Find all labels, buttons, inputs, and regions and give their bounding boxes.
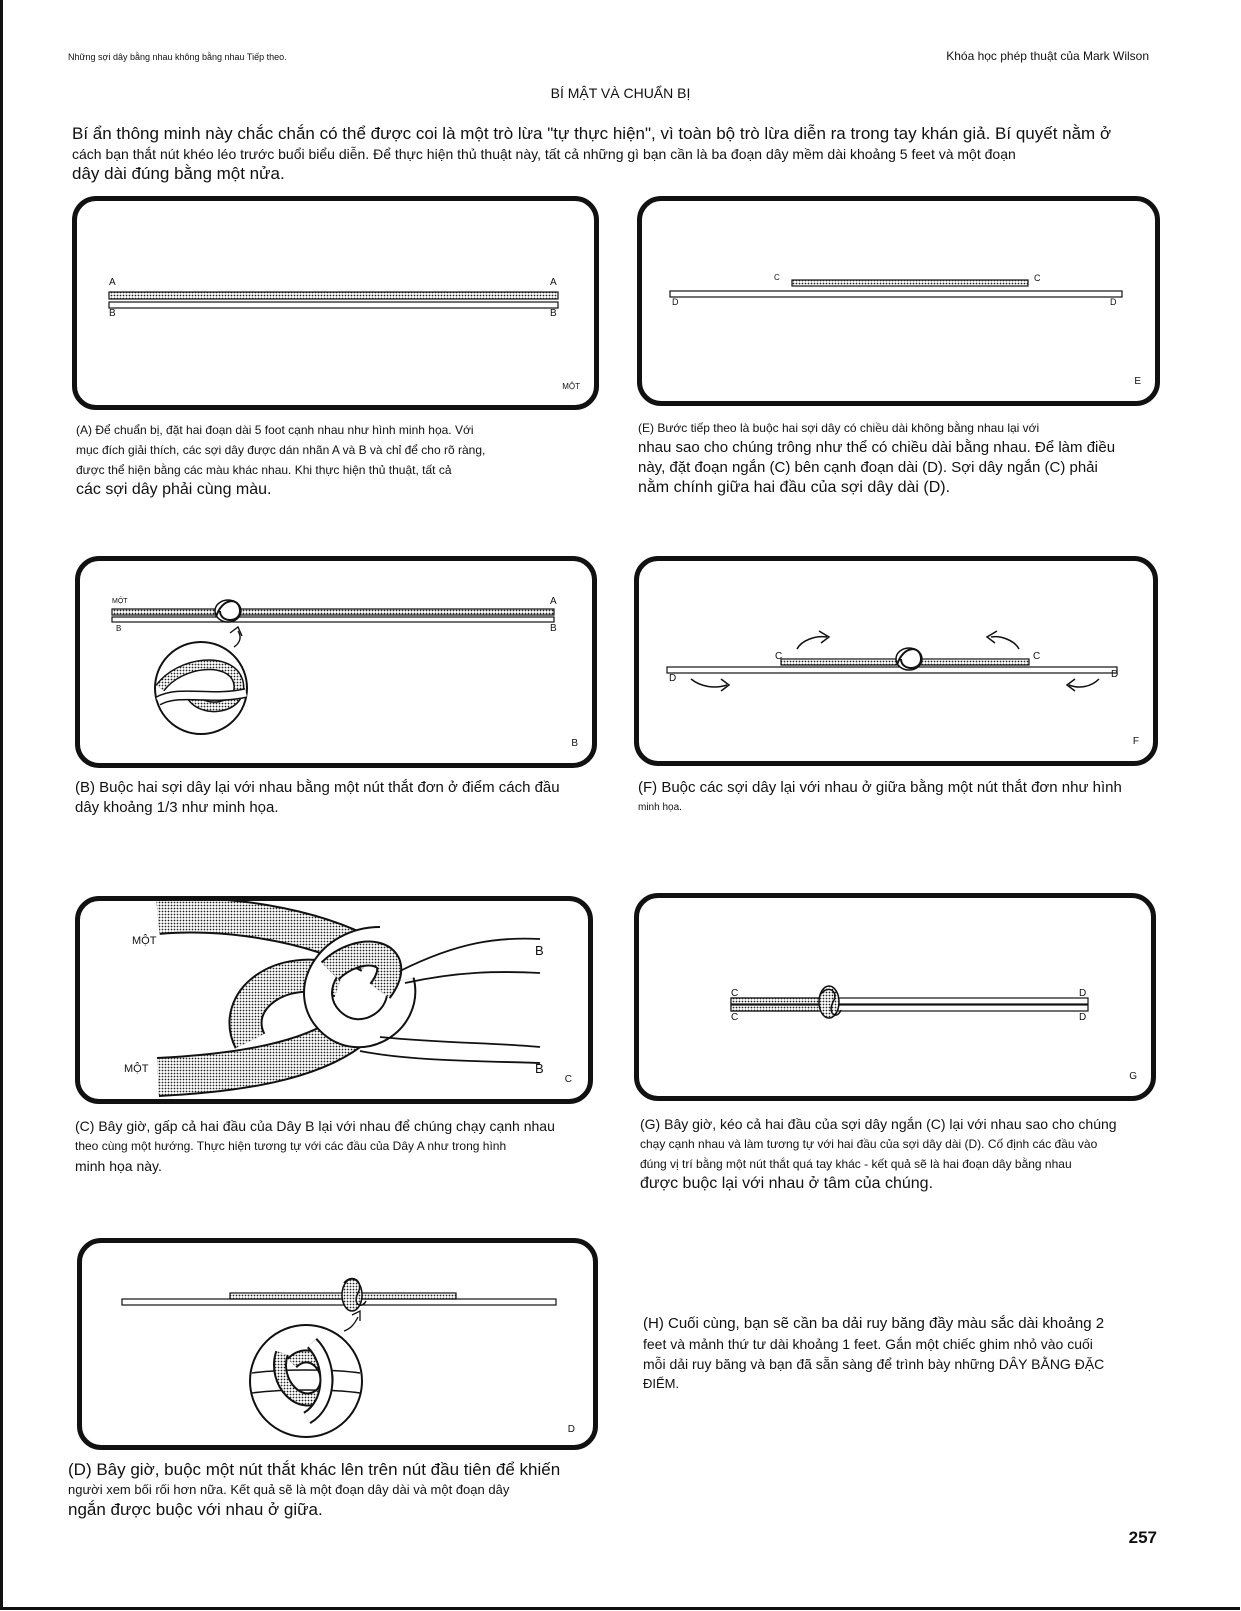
rope-label: D: [1110, 297, 1117, 307]
rope-label: C: [731, 1012, 739, 1023]
second-knot-illustration: [82, 1243, 593, 1445]
caption-line: mỗi dải ruy băng và bạn đã sẵn sàng để trình bày những DÂY BẰNG ĐẶC: [643, 1356, 1105, 1372]
page-title: BÍ MẬT VÀ CHUẨN BỊ: [550, 85, 691, 101]
caption-d: [68, 1460, 588, 1520]
rope-label: A: [550, 277, 557, 288]
caption-line: nằm chính giữa hai đầu của sợi dây dài (D).: [638, 479, 951, 496]
equal-ropes-illustration: [639, 898, 1151, 1096]
center-knot-illustration: [639, 561, 1153, 761]
rope-label: B: [550, 308, 557, 319]
illustration-panel-e: [637, 196, 1160, 406]
caption-line: ngắn được buộc với nhau ở giữa.: [68, 1500, 323, 1519]
caption-line: ĐIỂM.: [643, 1376, 680, 1391]
caption-line: feet và mảnh thứ tư dài khoảng 1 feet. Gắn một chiếc ghim nhỏ vào cuối: [643, 1336, 1093, 1352]
caption-line: này, đặt đoạn ngắn (C) bên cạnh đoạn dài (D). Sợi dây ngắn (C) phải: [638, 459, 1098, 476]
caption-line: được thể hiện bằng các màu khác nhau. Khi thực hiện thủ thuật, tất cả: [76, 463, 452, 477]
panel-letter: C: [564, 1074, 572, 1085]
rope-label: B: [109, 308, 116, 319]
caption-line: (G) Bây giờ, kéo cả hai đầu của sợi dây ngắn (C) lại với nhau sao cho chúng: [640, 1116, 1117, 1132]
intro-paragraph: [72, 124, 1182, 184]
folded-ropes-closeup: [80, 901, 588, 1099]
rope-label: D: [1111, 669, 1119, 680]
two-ropes-illustration: [77, 201, 594, 405]
rope-label: MỘT: [132, 935, 157, 947]
caption-c: [75, 1116, 595, 1176]
panel-letter: E: [1134, 376, 1141, 387]
caption-line: đúng vị trí bằng một nút thắt quá tay khác - kết quả sẽ là hai đoạn dây bằng nhau: [640, 1157, 1072, 1171]
panel-letter: MỘT: [562, 382, 580, 391]
caption-line: được buộc lại với nhau ở tâm của chúng.: [640, 1175, 934, 1192]
caption-line: minh họa.: [638, 802, 682, 813]
illustration-panel-b: [75, 556, 597, 768]
caption-line: minh họa này.: [75, 1158, 162, 1174]
rope-label: D: [1079, 1012, 1087, 1023]
header-left: Những sợi dây bằng nhau không bằng nhau Tiếp theo.: [68, 52, 287, 62]
rope-label: MỘT: [112, 598, 128, 605]
page-number: 257: [1128, 1528, 1157, 1547]
rope-label: C: [731, 988, 739, 999]
first-knot-illustration: [80, 561, 592, 763]
rope-label: C: [1034, 273, 1041, 283]
rope-label: A: [550, 596, 557, 607]
caption-line: (C) Bây giờ, gấp cả hai đầu của Dây B lại với nhau để chúng chạy cạnh nhau: [75, 1118, 555, 1134]
rope-label: D: [669, 673, 677, 684]
caption-a: [76, 420, 596, 500]
caption-f: [638, 778, 1158, 818]
caption-line: mục đích giải thích, các sợi dây được dán nhãn A và B và chỉ để cho rõ ràng,: [76, 443, 486, 457]
caption-line: theo cùng một hướng. Thực hiện tương tự với các đầu của Dây A như trong hình: [75, 1139, 507, 1153]
illustration-panel-f: [634, 556, 1158, 766]
intro-line: dây dài đúng bằng một nửa.: [72, 164, 285, 183]
rope-label: A: [109, 277, 116, 288]
caption-line: các sợi dây phải cùng màu.: [76, 481, 272, 498]
panel-letter: D: [567, 1424, 575, 1435]
rope-label: MỘT: [124, 1063, 149, 1075]
caption-e: [638, 418, 1158, 498]
rope-label: D: [672, 297, 679, 307]
illustration-panel-a: [72, 196, 599, 410]
rope-label: C: [775, 651, 783, 662]
short-long-ropes-illustration: [642, 201, 1155, 401]
caption-line: (H) Cuối cùng, bạn sẽ cần ba dải ruy băng đầy màu sắc dài khoảng 2: [643, 1315, 1105, 1332]
caption-line: nhau sao cho chúng trông như thể có chiều dài bằng nhau. Để làm điều: [638, 439, 1116, 456]
rope-label: B: [550, 623, 557, 634]
header-right: Khóa học phép thuật của Mark Wilson: [946, 49, 1149, 63]
rope-label: D: [1079, 988, 1087, 999]
rope-label: C: [774, 273, 780, 282]
caption-h: [643, 1314, 1183, 1394]
rope-label: B: [535, 1061, 544, 1076]
caption-line: (E) Bước tiếp theo là buộc hai sợi dây có chiều dài không bằng nhau lại với: [638, 421, 1040, 435]
caption-line: dây khoảng 1/3 như minh họa.: [75, 799, 279, 816]
intro-line: Bí ẩn thông minh này chắc chắn có thể được coi là một trò lừa "tự thực hiện", vì toàn bộ trò lừa diễn ra trong tay khán giả. Bí quyết nằm ở: [72, 124, 1112, 143]
intro-line: cách bạn thắt nút khéo léo trước buổi biểu diễn. Để thực hiện thủ thuật này, tất cả những gì bạn cần là ba đoạn dây mềm dài khoảng 5 feet và một đoạn: [72, 146, 1016, 162]
caption-g: [640, 1114, 1160, 1194]
caption-line: (A) Để chuẩn bị, đặt hai đoạn dài 5 foot cạnh nhau như hình minh họa. Với: [76, 423, 474, 437]
rope-label: C: [1033, 651, 1041, 662]
caption-line: (D) Bây giờ, buộc một nút thắt khác lên trên nút đầu tiên để khiến: [68, 1460, 561, 1479]
rope-label: B: [116, 624, 122, 633]
illustration-panel-c: [75, 896, 593, 1104]
caption-line: chạy cạnh nhau và làm tương tự với hai đầu của sợi dây dài (D). Cố định các đầu vào: [640, 1137, 1098, 1151]
caption-line: (F) Buộc các sợi dây lại với nhau ở giữa bằng một nút thắt đơn như hình: [638, 779, 1122, 796]
illustration-panel-g: [634, 893, 1156, 1101]
panel-letter: G: [1129, 1071, 1137, 1082]
caption-line: người xem bối rối hơn nữa. Kết quả sẽ là một đoạn dây dài và một đoạn dây: [68, 1482, 510, 1497]
illustration-panel-d: [77, 1238, 598, 1450]
panel-letter: B: [571, 738, 578, 749]
caption-line: (B) Buộc hai sợi dây lại với nhau bằng một nút thắt đơn ở điểm cách đầu: [75, 779, 560, 796]
caption-b: [75, 778, 595, 818]
panel-letter: F: [1132, 736, 1139, 747]
rope-label: B: [535, 943, 544, 958]
